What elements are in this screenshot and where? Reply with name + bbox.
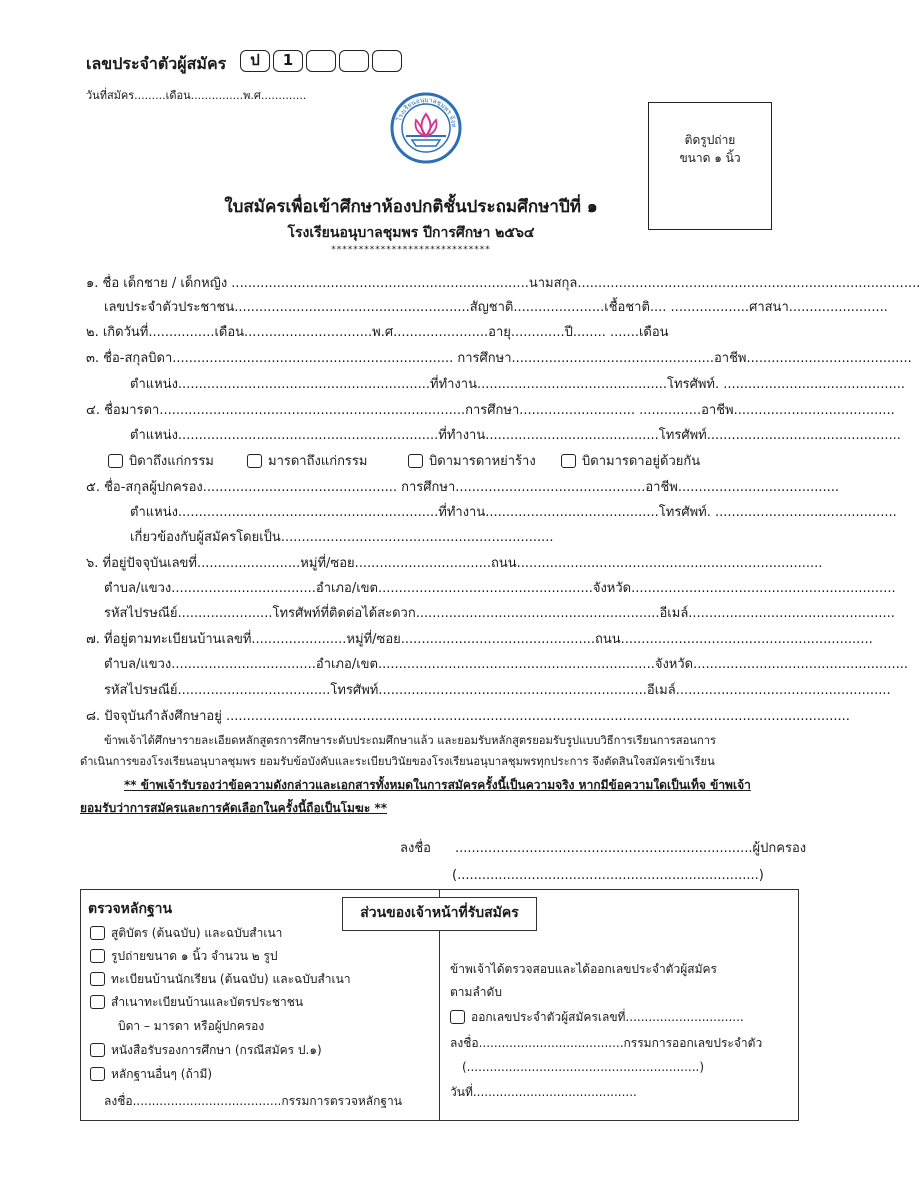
- form-line-registered-address[interactable]: ๗. ที่อยู่ตามทะเบียนบ้านเลขที่.......................หมู่ที่/ซอย...............................................ถนน.............................................................: [86, 632, 873, 647]
- checkbox-icon[interactable]: [408, 454, 423, 468]
- form-line-current-school[interactable]: ๘. ปัจจุบันกำลังศึกษาอยู่ .......................................................................................................................................................: [86, 709, 850, 724]
- id-box-5[interactable]: [372, 50, 402, 72]
- form-line-registered-postal[interactable]: รหัสไปรษณีย์.....................................โทรศัพท์.................................................................อีเมล์....................................................: [104, 683, 891, 698]
- status-father-deceased[interactable]: บิดาถึงแก่กรรม: [108, 454, 214, 470]
- form-line-father-work[interactable]: ตำแหน่ง.............................................................ที่ทำงาน..............................................โทรศัพท์. ............................................: [130, 377, 906, 392]
- form-line-current-district[interactable]: ตำบล/แขวง...................................อำเภอ/เขต....................................................จังหวัด................................................................: [104, 581, 896, 596]
- id-box-1[interactable]: ป: [240, 50, 270, 72]
- form-line-citizen-id[interactable]: เลขประจำตัวประชาชน.........................................................สัญชาติ......................เชื้อชาติ.... ...................ศาสนา........................: [104, 300, 888, 315]
- form-line-guardian-relation[interactable]: เกี่ยวข้องกับผู้สมัครโดยเป็น..................................................................: [130, 530, 554, 545]
- checkbox-icon[interactable]: [90, 995, 105, 1009]
- guardian-name-paren[interactable]: (.........................................................................): [452, 868, 764, 883]
- staff-statement-2: ตามลำดับ: [450, 985, 502, 999]
- form-line-father[interactable]: ๓. ชื่อ-สกุลบิดา.................................................................... การศึกษา.................................................อาชีพ........................................: [86, 351, 912, 366]
- form-line-guardian[interactable]: ๕. ชื่อ-สกุลผู้ปกครอง............................................... การศึกษา..............................................อาชีพ.......................................: [86, 480, 840, 495]
- declaration-line-2: ดำเนินการของโรงเรียนอนุบาลชุมพร ยอมรับข้อบังคับและระเบียบวินัยของโรงเรียนอนุบาลชุมพรทุกประการ จึงตัดสินใจสมัครเข้าเรียน: [80, 755, 715, 768]
- issue-id-option[interactable]: ออกเลขประจำตัวผู้สมัครเลขที่...............................: [450, 1009, 744, 1025]
- applicant-id-label: เลขประจำตัวผู้สมัคร: [86, 54, 227, 73]
- doc-birth-certificate[interactable]: สูติบัตร (ต้นฉบับ) และฉบับสำเนา: [90, 925, 282, 941]
- checkbox-icon[interactable]: [90, 972, 105, 986]
- svg-text:โรงเรียนอนุบาลชุมพร จังหวัดชุม: [390, 92, 458, 128]
- checkbox-icon[interactable]: [90, 949, 105, 963]
- checkbox-icon[interactable]: [561, 454, 576, 468]
- form-line-child-name[interactable]: ๑. ชื่อ เด็กชาย / เด็กหญิง ........................................................................นามสกุล...................................................................................: [86, 276, 920, 291]
- certification-line-2: ยอมรับว่าการสมัครและการคัดเลือกในครั้งนี้ถือเป็นโมฆะ **: [80, 801, 388, 815]
- doc-house-registration[interactable]: ทะเบียนบ้านนักเรียน (ต้นฉบับ) และฉบับสำเนา: [90, 971, 351, 987]
- photo-label-2: ขนาด ๑ นิ้ว: [679, 151, 741, 165]
- checkbox-icon[interactable]: [90, 1067, 105, 1081]
- doc-other[interactable]: หลักฐานอื่นๆ (ถ้ามี): [90, 1066, 212, 1082]
- declaration-line-1: ข้าพเจ้าได้ศึกษารายละเอียดหลักสูตรการศึกษาระดับประถมศึกษาแล้ว และยอมรับหลักสูตรยอมรับรูปแบบวิธีการเรียนการสอนการ: [104, 734, 717, 747]
- photo-label-1: ติดรูปถ่าย: [684, 133, 736, 147]
- form-line-current-address[interactable]: ๖. ที่อยู่ปัจจุบันเลขที่.........................หมู่ที่/ซอย.................................ถนน..........................................................................: [86, 556, 823, 571]
- issuer-name-paren[interactable]: (.............................................................): [462, 1060, 705, 1074]
- form-line-mother-work[interactable]: ตำแหน่ง...............................................................ที่ทำงาน..........................................โทรศัพท์...............................................: [130, 428, 901, 443]
- checkbox-icon[interactable]: [247, 454, 262, 468]
- checkbox-icon[interactable]: [90, 1043, 105, 1057]
- checkbox-icon[interactable]: [450, 1010, 465, 1024]
- certification-line-1: ** ข้าพเจ้ารับรองว่าข้อความดังกล่าวและเอกสารทั้งหมดในการสมัครครั้งนี้เป็นความจริง หากมีข้อความใดเป็นเท็จ ข้าพเจ้า: [124, 778, 751, 792]
- docs-title: ตรวจหลักฐาน: [88, 901, 173, 917]
- form-line-guardian-work[interactable]: ตำแหน่ง...............................................................ที่ทำงาน..........................................โทรศัพท์. ............................................: [130, 505, 897, 520]
- issue-date[interactable]: วันที่...........................................: [450, 1085, 637, 1099]
- signature-label: ลงชื่อ: [400, 841, 431, 856]
- form-line-registered-district[interactable]: ตำบล/แขวง...................................อำเภอ/เขต...................................................................จังหวัด....................................................: [104, 657, 908, 672]
- doc-education-cert[interactable]: หนังสือรับรองการศึกษา (กรณีสมัคร ป.๑): [90, 1042, 322, 1058]
- logo-text: โรงเรียนอนุบาลชุมพร จังห: [395, 95, 459, 128]
- docs-inspector-signature[interactable]: ลงชื่อ.......................................กรรมการตรวจหลักฐาน: [104, 1094, 402, 1108]
- school-logo-icon: [390, 92, 462, 164]
- page-subtitle: โรงเรียนอนุบาลชุมพร ปีการศึกษา ๒๕๖๔: [287, 225, 535, 241]
- doc-parent-id-sub: บิดา – มารดา หรือผู้ปกครอง: [118, 1019, 265, 1033]
- form-line-current-postal[interactable]: รหัสไปรษณีย์.......................โทรศัพท์ที่ติดต่อได้สะดวก...........................................................อีเมล์..................................................: [104, 606, 895, 621]
- id-box-4[interactable]: [339, 50, 369, 72]
- status-divorced[interactable]: บิดามารดาหย่าร้าง: [408, 454, 536, 470]
- issuer-signature[interactable]: ลงชื่อ......................................กรรมการออกเลขประจำตัว: [450, 1036, 763, 1050]
- status-together[interactable]: บิดามารดาอยู่ด้วยกัน: [561, 454, 700, 470]
- school-logo: [390, 92, 462, 168]
- doc-photo[interactable]: รูปถ่ายขนาด ๑ นิ้ว จำนวน ๒ รูป: [90, 948, 278, 964]
- checkbox-icon[interactable]: [108, 454, 123, 468]
- id-box-3[interactable]: [306, 50, 336, 72]
- form-line-mother[interactable]: ๔. ชื่อมารดา..........................................................................การศึกษา............................ ...............อาชีพ.......................................: [86, 403, 895, 418]
- page-title: ใบสมัครเพื่อเข้าศึกษาห้องปกติชั้นประถมศึกษาปีที่ ๑: [224, 197, 598, 217]
- staff-statement-1: ข้าพเจ้าได้ตรวจสอบและได้ออกเลขประจำตัวผู้สมัคร: [450, 962, 717, 976]
- form-line-birth[interactable]: ๒. เกิดวันที่................เดือน...............................พ.ศ.......................อายุ.............ปี........ .......เดือน: [86, 325, 669, 340]
- status-mother-deceased[interactable]: มารดาถึงแก่กรรม: [247, 454, 367, 470]
- application-date-line[interactable]: วันที่สมัคร.........เดือน...............พ.ศ.............: [86, 89, 307, 102]
- checkbox-icon[interactable]: [90, 926, 105, 940]
- title-stars: *****************************: [331, 245, 491, 255]
- guardian-signature-line[interactable]: ........................................................................ผู้ปกครอง: [455, 841, 807, 856]
- doc-parent-id[interactable]: สำเนาทะเบียนบ้านและบัตรประชาชน: [90, 994, 303, 1010]
- id-box-2[interactable]: 1: [273, 50, 303, 72]
- staff-header: ส่วนของเจ้าหน้าที่รับสมัคร: [342, 897, 537, 931]
